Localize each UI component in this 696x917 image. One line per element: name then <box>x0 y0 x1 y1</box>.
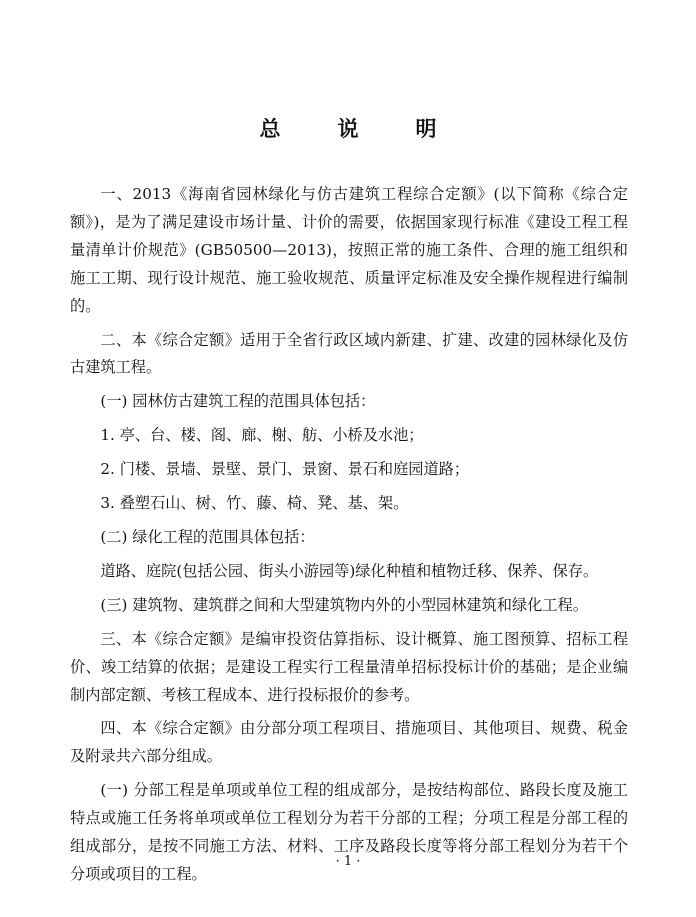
document-body <box>70 181 628 895</box>
paragraph-7: (二) 绿化工程的范围具体包括： <box>100 527 315 546</box>
paragraph-6: 3. 叠塑石山、树、竹、藤、椅、凳、基、架。 <box>100 494 409 513</box>
paragraph-2: 二、本《综合定额》适用于全省行政区域内新建、扩建、改建的园林绿化及仿古建筑工程。 <box>70 330 628 377</box>
page-number: · 1 · <box>335 854 361 869</box>
paragraph-5: 2. 门楼、景墙、景壁、景门、景窗、景石和庭园道路； <box>100 460 470 479</box>
paragraph-10: 三、本《综合定额》是编审投资估算指标、设计概算、施工图预算、招标工程价、竣工结算的依据；是建设工程实行工程量清单招标投标计价的基础；是企业编制内部定额、考核工程成本、进行投标报价的参考。 <box>70 629 628 704</box>
paragraph-9: (三) 建筑物、建筑群之间和大型建筑物内外的小型园林建筑和绿化工程。 <box>100 595 588 614</box>
paragraph-1: 一、2013《海南省园林绿化与仿古建筑工程综合定额》(以下简称《综合定额》)，是为了满足建设市场计量、计价的需要，依据国家现行标准《建设工程工程量清单计价规范》(GB50500—2013)，按照正常的施工条件、合理的施工组织和施工工期、现行设计规范、施工验收规范、质量评定标准及安全操作规程进行编制的。 <box>70 185 628 315</box>
page-title: 总 说 明 <box>259 116 455 141</box>
paragraph-8: 道路、庭院(包括公园、街头小游园等)绿化种植和植物迁移、保养、保存。 <box>100 561 599 580</box>
paragraph-12: (一) 分部工程是单项或单位工程的组成部分，是按结构部位、路段长度及施工特点或施工任务将单项或单位工程划分为若干分部的工程；分项工程是分部工程的组成部分，是按不同施工方法、材料、工序及路段长度等将分部工程划分为若干个分项或项目的工程。 <box>70 781 628 883</box>
paragraph-4: 1. 亭、台、楼、阁、廊、榭、舫、小桥及水池； <box>100 426 424 445</box>
paragraph-3: (一) 园林仿古建筑工程的范围具体包括： <box>100 392 376 411</box>
paragraph-11: 四、本《综合定额》由分部分项工程项目、措施项目、其他项目、规费、税金及附录共六部分组成。 <box>70 719 628 766</box>
